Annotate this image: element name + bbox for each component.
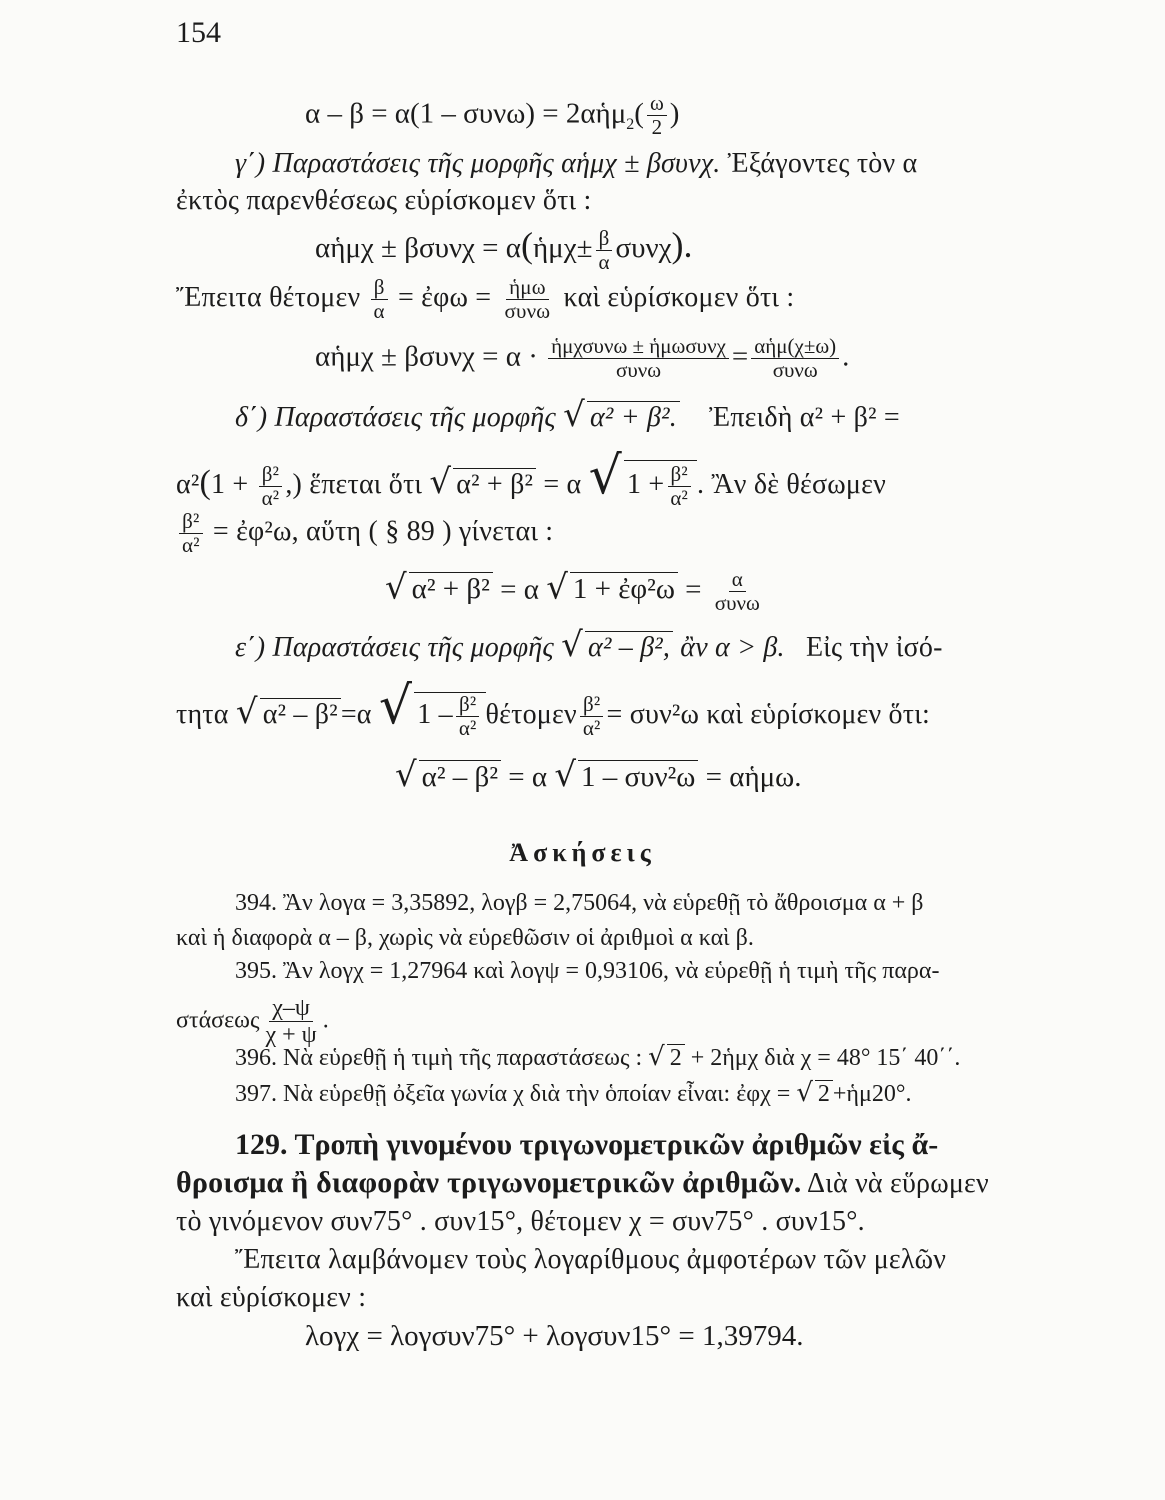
radicand: α² + β² — [409, 572, 493, 606]
text: 397. Νὰ εὑρεθῇ ὀξεῖα γωνία χ διὰ τὴν ὁποίαν εἶναι: ἐφχ = — [235, 1081, 791, 1107]
section-129-line-3: τὸ γινόμενον συν75° . συν15°, θέτομεν χ = συν75° . συν15°. — [176, 1206, 865, 1237]
denominator: α² — [182, 533, 200, 558]
exercise-394-line-1: 394. Ἂν λογα = 3,35892, λογβ = 2,75064, νὰ εὑρεθῇ τὸ ἄθροισμα α + β — [235, 890, 924, 916]
radical-sign: √ — [554, 755, 576, 795]
equation-1-sub: 2 — [626, 116, 635, 134]
fraction — [596, 227, 613, 274]
term: συνχ — [615, 232, 672, 264]
epeita-line — [176, 276, 794, 323]
equation-4 — [385, 568, 766, 615]
denominator: α — [373, 299, 385, 324]
text: ,) ἕπεται ὅτι — [285, 469, 423, 500]
exercise-395-line-1: 395. Ἂν λογχ = 1,27964 καὶ λογψ = 0,93106, νὰ εὑρεθῇ ἡ τιμὴ τῆς παρα- — [235, 958, 940, 984]
denominator: συνω — [504, 299, 551, 324]
period: . — [842, 340, 850, 373]
radicand: α² – β² — [419, 760, 501, 794]
gamma-rest: Ἐξάγοντες τὸν α — [720, 148, 918, 179]
term: 1 + — [211, 469, 249, 500]
fraction — [580, 693, 604, 740]
radicand-group — [414, 692, 485, 740]
equation-5 — [395, 755, 802, 795]
numerator: ἡμω — [506, 276, 549, 300]
text: 396. Νὰ εὑρεθῇ ἡ τιμὴ τῆς παραστάσεως : — [235, 1045, 643, 1071]
text: . Ἂν δὲ θέσωμεν — [697, 469, 886, 500]
numerator: ω — [647, 92, 667, 116]
text: = ἐφω = — [397, 282, 492, 314]
fraction — [548, 335, 729, 382]
gamma-line-2: ἐκτὸς παρενθέσεως εὑρίσκομεν ὅτι : — [176, 185, 592, 216]
denominator: συνω — [616, 358, 662, 383]
fraction — [262, 995, 319, 1049]
text: = ἐφ²ω, αὕτη ( § 89 ) γίνεται : — [212, 516, 554, 548]
gamma-line — [235, 148, 917, 180]
radical-sign: √ — [796, 1078, 813, 1108]
radicand: α² – β², — [585, 631, 673, 664]
denominator: συνω — [714, 591, 760, 616]
radicand: α² – β² — [260, 698, 341, 731]
radical-sign: √ — [235, 692, 258, 732]
period: . — [322, 1007, 329, 1034]
section-129-line-4: Ἔπειτα λαμβάνομεν τοὺς λογαρίθμους ἀμφοτέρων τῶν μελῶν — [235, 1244, 947, 1275]
denominator: χ + ψ — [265, 1022, 317, 1049]
epsilon-line-2 — [176, 676, 930, 741]
text: = συν²ω καὶ εὑρίσκομεν ὅτι: — [606, 699, 930, 730]
exercise-397 — [235, 1080, 911, 1109]
equation-3-lhs: αἡμχ ± βσυνχ = α · — [315, 340, 538, 373]
text: +ἡμ20°. — [832, 1081, 912, 1107]
gamma-label: γ΄) Παραστάσεις τῆς μορφῆς αἡμχ ± βσυνχ. — [235, 148, 721, 179]
radicand: 2 — [667, 1044, 685, 1073]
term: = α — [500, 573, 539, 606]
radical-sign: √ — [429, 462, 452, 502]
term: α² — [176, 469, 200, 500]
fraction — [647, 92, 667, 139]
radical-sign: √ — [561, 625, 584, 665]
denominator: α² — [582, 716, 601, 741]
radical-sign: √ — [563, 395, 586, 435]
term: = α — [508, 761, 548, 793]
term: = αἡμω. — [705, 761, 802, 793]
numerator: β² — [580, 693, 603, 717]
equals: = — [685, 573, 702, 606]
equation-2-lhs: αἡμχ ± βσυνχ = α — [315, 232, 521, 264]
denominator: συνω — [772, 358, 818, 383]
exercise-394-line-2: καὶ ἡ διαφορὰ α – β, χωρὶς νὰ εὑρεθῶσιν οἱ ἀριθμοὶ α καὶ β. — [176, 925, 754, 951]
radical-sign: √ — [546, 567, 568, 608]
denominator: α² — [458, 716, 477, 741]
equation-1-lhs: α – β = α(1 – συνω) = 2αἡμ — [305, 97, 627, 130]
term: 1 – — [417, 699, 453, 730]
paren: ). — [671, 225, 693, 265]
fraction — [259, 463, 283, 510]
numerator: α — [729, 568, 746, 592]
section-129-line-2 — [176, 1166, 989, 1200]
term: =α — [340, 699, 372, 730]
paren: ) — [669, 97, 680, 130]
fraction — [667, 463, 691, 510]
denominator: α² — [261, 486, 280, 511]
equation-1 — [305, 92, 679, 139]
delta-label: δ΄) Παραστάσεις τῆς μορφῆς — [235, 402, 556, 433]
radicand-group — [624, 460, 697, 510]
fraction — [712, 568, 763, 615]
section-129-title-line-2: θροισμα ἢ διαφορὰν τριγωνομετρικῶν ἀριθμῶν. — [176, 1166, 802, 1199]
radical-sign: √ — [378, 676, 413, 736]
numerator: β² — [668, 463, 691, 487]
radical-sign: √ — [648, 1042, 665, 1072]
text: Ἐπειδὴ α² + β² = — [709, 402, 900, 433]
delta-line — [235, 395, 900, 435]
denominator: 2 — [651, 115, 663, 140]
equation-2 — [315, 224, 693, 274]
epsilon-label: ε΄) Παραστάσεις τῆς μορφῆς — [235, 632, 554, 663]
numerator: β — [371, 276, 388, 300]
text: Εἰς τὴν ἰσό- — [805, 632, 943, 663]
text: καὶ εὑρίσκομεν ὅτι : — [563, 282, 795, 314]
radical-sign: √ — [395, 755, 417, 795]
numerator: β — [596, 227, 613, 251]
fraction — [501, 276, 553, 323]
numerator: αἡμ(χ±ω) — [751, 335, 839, 359]
radicand: 1 – συν²ω — [578, 760, 698, 794]
fraction — [456, 693, 480, 740]
numerator: ἡμχσυνω ± ἡμωσυνχ — [548, 335, 729, 359]
text: Διὰ νὰ εὕρωμεν — [801, 1168, 989, 1199]
text: θέτομεν — [485, 699, 577, 730]
radicand: 1 + ἐφ²ω — [570, 572, 678, 606]
section-129-title-line-1: 129. Τροπὴ γινομένου τριγωνομετρικῶν ἀριθμῶν εἰς ἄ- — [235, 1128, 939, 1161]
denominator: α — [598, 249, 610, 274]
equation-6: λογχ = λογσυν75° + λογσυν15° = 1,39794. — [305, 1320, 804, 1352]
delta-line-3 — [176, 510, 553, 557]
term: = α — [543, 469, 582, 500]
exercise-395-line-2 — [176, 995, 329, 1049]
exercises-heading: Ἀσκήσεις — [509, 838, 656, 867]
term: ἡμχ± — [532, 232, 593, 264]
exercise-396 — [235, 1044, 960, 1073]
radical-sign: √ — [588, 446, 622, 506]
text: τητα — [176, 699, 229, 730]
epsilon-line — [235, 625, 943, 665]
condition: ἂν α > β. — [680, 632, 785, 663]
denominator: α² — [670, 486, 689, 511]
numerator: β² — [179, 510, 202, 534]
delta-line-2 — [176, 446, 886, 511]
text: Ἔπειτα θέτομεν — [176, 282, 361, 314]
page-number: 154 — [176, 16, 221, 49]
radicand: 2 — [815, 1080, 833, 1109]
numerator: β² — [259, 463, 282, 487]
paren: ( — [199, 464, 211, 501]
fraction — [179, 510, 203, 557]
text: + 2ἡμχ διὰ χ = 48° 15΄ 40΄΄. — [690, 1045, 961, 1071]
paren: ( — [634, 97, 644, 130]
fraction — [751, 335, 839, 382]
equation-3 — [315, 335, 849, 382]
text: στάσεως — [176, 1007, 260, 1034]
numerator: χ–ψ — [269, 995, 313, 1022]
radicand: α² + β². — [587, 401, 680, 434]
term: 1 + — [626, 469, 665, 500]
radicand: α² + β² — [453, 468, 536, 501]
section-129-line-5: καὶ εὑρίσκομεν : — [176, 1282, 367, 1313]
equals: = — [731, 340, 749, 373]
fraction — [371, 276, 388, 323]
numerator: β² — [456, 693, 479, 717]
radical-sign: √ — [385, 567, 407, 608]
paren: ( — [520, 225, 533, 265]
